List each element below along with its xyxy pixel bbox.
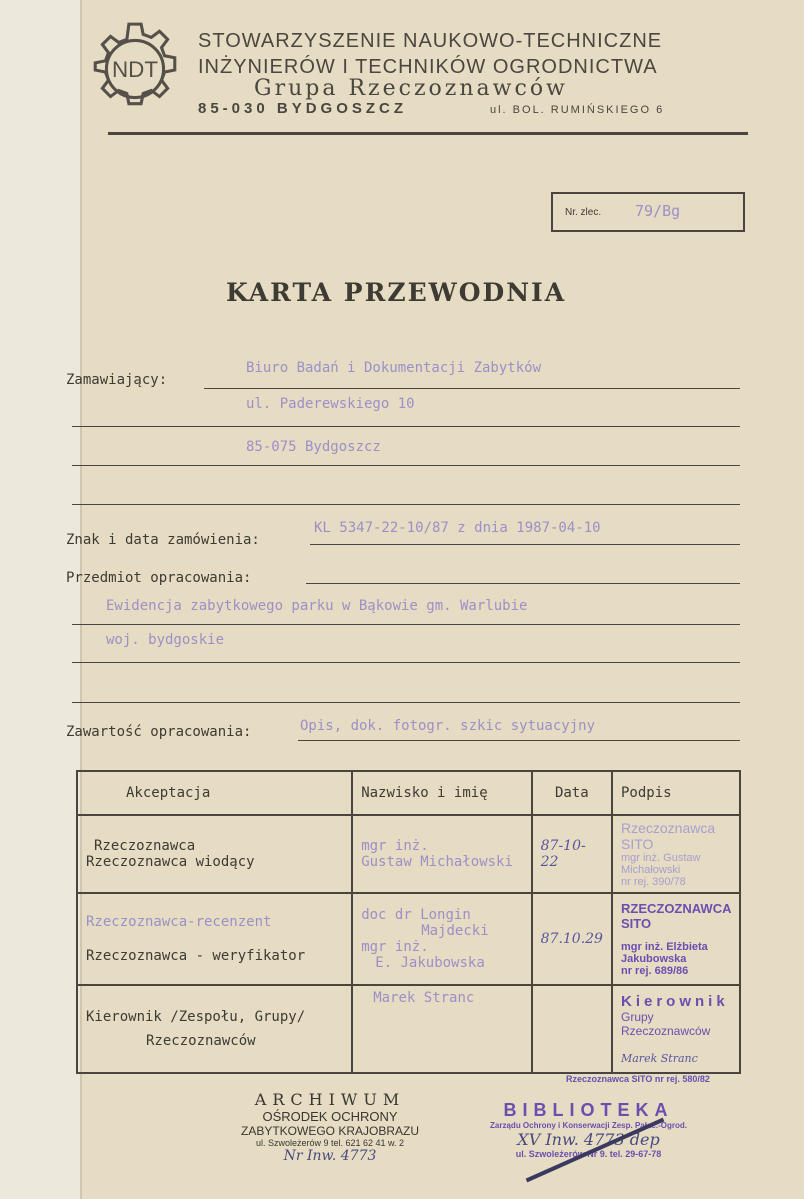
client-label: Zamawiający: — [66, 372, 168, 388]
ndt-gear-logo-icon — [84, 18, 186, 120]
subject-line: Ewidencja zabytkowego parku w Bąkowie gm. Warlubie — [106, 598, 528, 614]
client-line: Biuro Badań i Dokumentacji Zabytków — [246, 360, 542, 376]
letterhead-city: 85-030 BYDGOSZCZ — [198, 100, 408, 117]
svg-text:NDT: NDT — [111, 57, 159, 83]
underlying-page-edge — [0, 0, 82, 1199]
page-title: KARTA PRZEWODNIA — [226, 278, 567, 307]
order-number-box: Nr. zlec. 79/Bg — [551, 192, 745, 232]
library-stamp: BIBLIOTEKA Zarządu Ochrony i Konserwacji Zesp. Pałac.-Ogrod. XV Inw. 4773 dep ul. Szwoleżerów Nr 9. tel. 29-67-78 — [490, 1100, 687, 1159]
letterhead-group: Grupa Rzeczoznawców — [254, 76, 568, 101]
contents-label: Zawartość opracowania: — [66, 724, 252, 740]
archive-stamp: ARCHIWUM OŚRODEK OCHRONY ZABYTKOWEGO KRAJOBRAZU ul. Szwoleżerów 9 tel. 621 62 41 w. 2 Nr Inw. 4773 — [240, 1090, 420, 1164]
order-number-value: 79/Bg — [635, 202, 681, 220]
client-line: 85-075 Bydgoszcz — [246, 439, 381, 455]
stamp-registration: Rzeczoznawca SITO nr rej. 580/82 — [566, 1074, 710, 1084]
letterhead-rule — [108, 132, 748, 135]
table-row: Rzeczoznawca Rzeczoznawca wiodący mgr inż. Gustaw Michałowski 87-10-22 Rzeczoznawca SITO mgr inż. Gustaw Michałowski nr rej. 390/78 — [77, 815, 740, 893]
acceptance-table — [76, 770, 741, 1074]
client-line: ul. Paderewskiego 10 — [246, 396, 415, 412]
contents-value: Opis, dok. fotogr. szkic sytuacyjny — [300, 718, 596, 734]
table-row: Kierownik /Zespołu, Grupy/ Rzeczoznawców Marek Stranc Kierownik Grupy Rzeczoznawców Marek Stranc — [77, 985, 740, 1073]
order-label: Znak i data zamówienia: — [66, 532, 260, 548]
table-header-row: Akceptacja Nazwisko i imię Data Podpis — [77, 771, 740, 815]
letterhead-street: ul. BOL. RUMIŃSKIEGO 6 — [490, 104, 665, 116]
order-value: KL 5347-22-10/87 z dnia 1987-04-10 — [314, 520, 601, 536]
subject-label: Przedmiot opracowania: — [66, 570, 252, 586]
letterhead-line1: STOWARZYSZENIE NAUKOWO-TECHNICZNE — [198, 30, 663, 52]
table-row: Rzeczoznawca-recenzent Rzeczoznawca - weryfikator doc dr Longin Majdecki mgr inż. E. Jakubowska 87.10.29 RZECZOZNAWCA SITO mgr inż. Elżbieta Jakubowska nr rej. 689/86 — [77, 893, 740, 985]
letterhead-line2: INŻYNIERÓW I TECHNIKÓW OGRODNICTWA — [198, 56, 658, 78]
subject-line: woj. bydgoskie — [106, 632, 225, 648]
